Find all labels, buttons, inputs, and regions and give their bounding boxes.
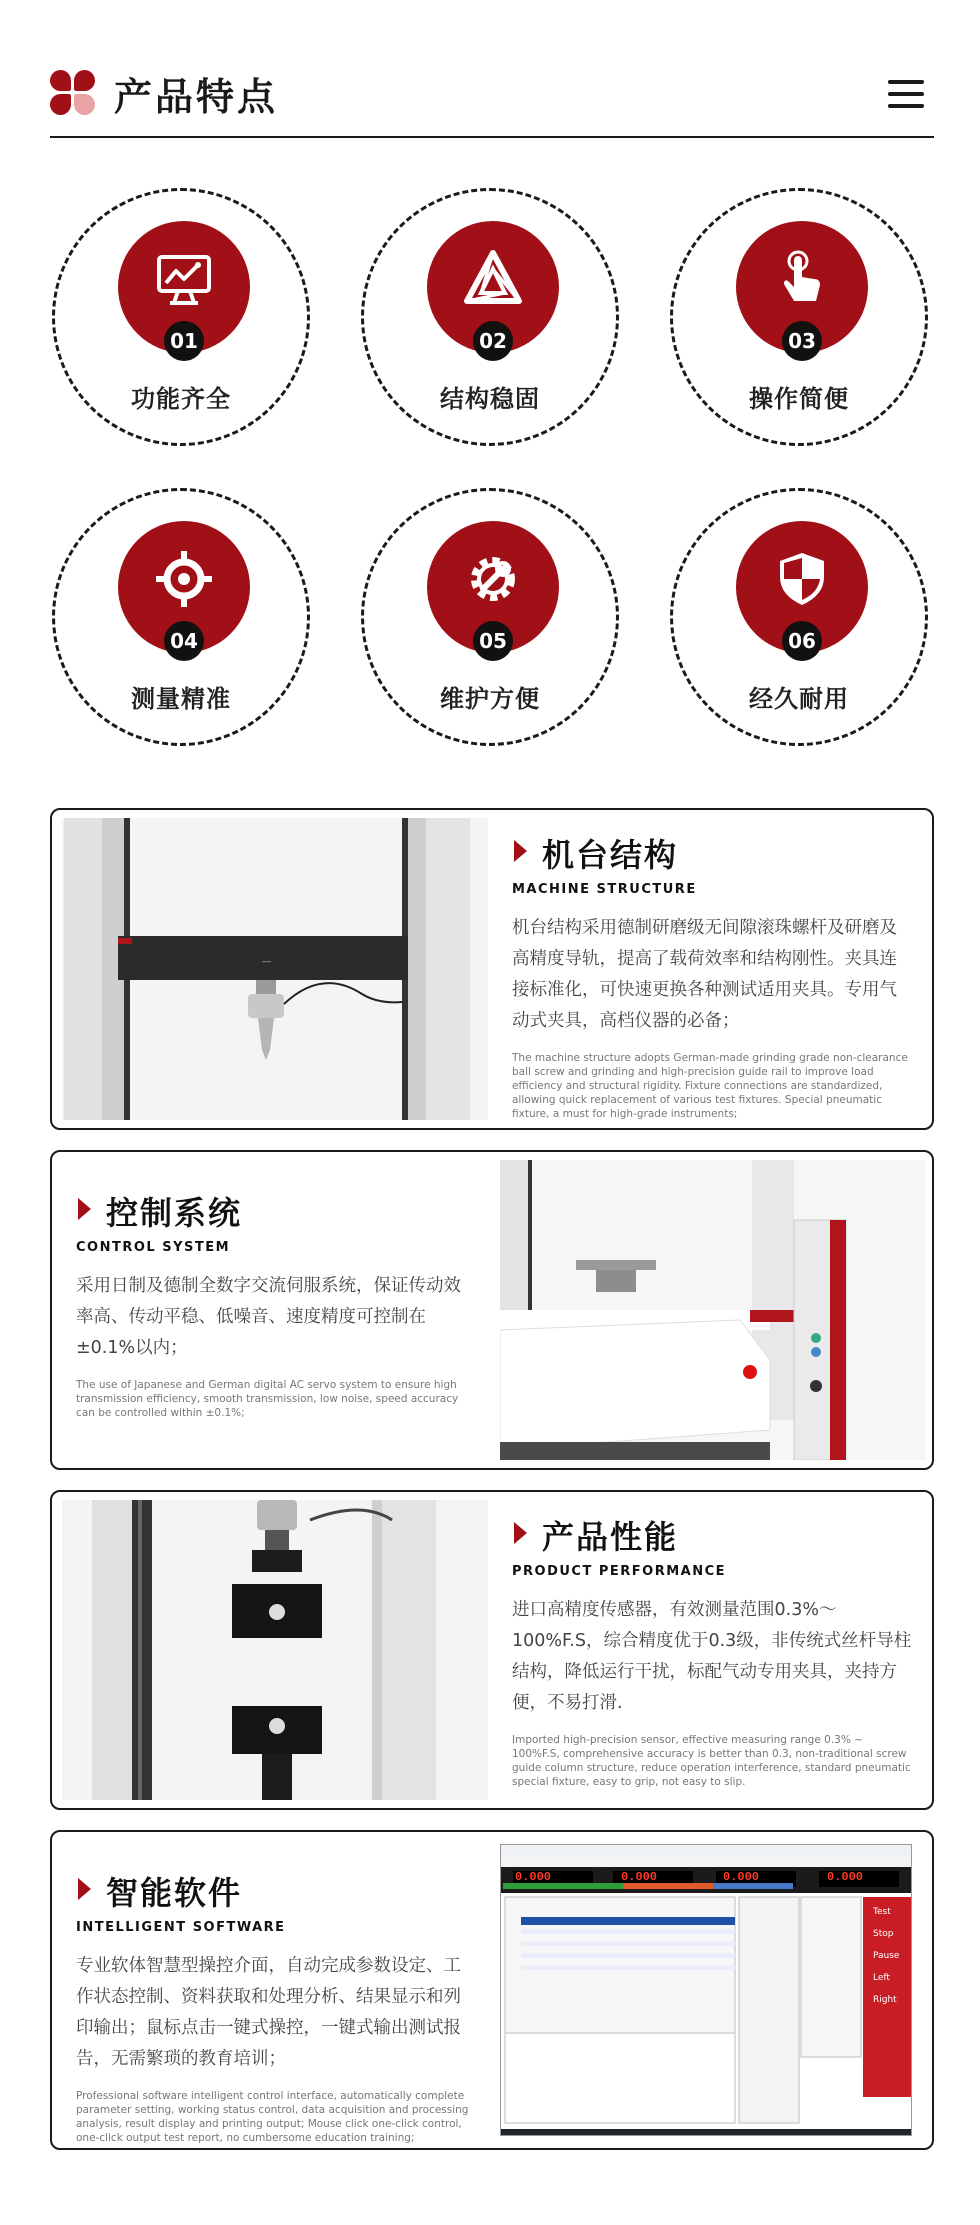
shield-icon [772, 549, 832, 609]
section-body-en: Imported high-precision sensor, effective measuring range 0.3% ~ 100%F.S, comprehensive accuracy is better than 0.3, non-traditional screw guide column structure, reduce operation interference, standard pneumatic special fixture, easy to grip, not easy to slip. [512, 1734, 911, 1788]
page-header [50, 58, 934, 138]
section-body-zh: 采用日制及德制全数字交流伺服系统，保证传动效率高、传动平稳、低噪音、速度精度可控制在±0.1%以内； [76, 1276, 461, 1358]
displacement-readout: 0.000 [723, 1870, 760, 1884]
product-performance-photo [62, 1500, 488, 1800]
feature-label: 维护方便 [440, 685, 540, 713]
force-readout: 0.000 [621, 1870, 658, 1884]
feature-label: 结构稳固 [440, 385, 540, 413]
svg-text:—: — [262, 956, 271, 966]
target-icon [154, 549, 214, 609]
feature-number: 04 [164, 621, 204, 661]
section-body-zh: 进口高精度传感器，有效测量范围0.3%～100%F.S，综合精度优于0.3级，非传统式丝杆导柱结构，降低运行干扰，标配气动专用夹具，夹持方便，不易打滑. [512, 1600, 912, 1713]
right-button[interactable]: Right [873, 1995, 897, 2005]
feature-label: 操作简便 [749, 385, 849, 413]
feature-label: 功能齐全 [131, 385, 231, 413]
feature-number: 06 [782, 621, 822, 661]
feature-label: 经久耐用 [749, 685, 849, 713]
control-system-photo [500, 1160, 926, 1460]
section-body-en: Professional software intelligent control interface, automatically complete parameter setting, working status control, data acquisition and processing analysis, result display and printing output; Mouse click one-click control, one-click output test report, no cumbersome education training; [76, 2090, 469, 2144]
feature-item [670, 488, 928, 746]
section-body-en: The use of Japanese and German digital AC servo system to ensure high transmission efficiency, smooth transmission, low noise, speed accuracy can be controlled within ±0.1%; [76, 1379, 459, 1419]
triangle-structure-icon [463, 249, 523, 309]
feature-item [52, 188, 310, 446]
feature-number: 03 [782, 321, 822, 361]
section-card-product-performance [50, 1490, 934, 1810]
feature-item [361, 488, 619, 746]
feature-number: 05 [473, 621, 513, 661]
gear-wrench-icon [463, 549, 523, 609]
section-card-control-system [50, 1150, 934, 1470]
test-button[interactable]: Test [873, 1907, 891, 1917]
left-button[interactable]: Left [873, 1973, 890, 1983]
hamburger-menu-icon[interactable] [888, 80, 924, 108]
section-title: 产品性能 [512, 1512, 912, 1558]
page-title: 产品特点 [114, 75, 279, 119]
feature-item [670, 188, 928, 446]
section-body-en: The machine structure adopts German-made grinding grade non-clearance ball screw and grinding and high-precision guide rail to improve load efficiency and structural rigidity. Fixture connections are standardized, allowing quick replacement of various test fixtures. Special pneumatic fixture, a must for high-grade instruments; [512, 1052, 908, 1120]
stop-button[interactable]: Stop [873, 1929, 894, 1939]
machine-structure-photo [62, 818, 488, 1120]
section-body-zh: 机台结构采用德制研磨级无间隙滚珠螺杆及研磨及高精度导轨，提高了载荷效率和结构刚性。夹具连接标准化，可快速更换各种测试适用夹具。专用气动式夹具，高档仪器的必备； [512, 918, 897, 1031]
section-subtitle: PRODUCT PERFORMANCE [512, 1564, 727, 1579]
pause-button[interactable]: Pause [873, 1951, 900, 1961]
time-readout: 0.000 [827, 1870, 864, 1884]
feature-item [361, 188, 619, 446]
section-title: 智能软件 [76, 1868, 476, 1914]
speed-readout: 0.000 [515, 1870, 552, 1884]
feature-number: 02 [473, 321, 513, 361]
section-title: 控制系统 [76, 1188, 476, 1234]
section-subtitle: MACHINE STRUCTURE [512, 882, 697, 897]
software-screenshot [500, 1844, 912, 2136]
section-card-machine-structure [50, 808, 934, 1130]
touch-hand-icon [772, 249, 832, 309]
brand-logo [50, 70, 96, 116]
section-body-zh: 专业软体智慧型操控介面，自动完成参数设定、工作状态控制、资料获取和处理分析、结果显示和列印输出；鼠标点击一键式操控，一键式输出测试报告，无需繁琐的教育培训； [76, 1956, 461, 2069]
feature-label: 测量精准 [131, 685, 231, 713]
feature-number: 01 [164, 321, 204, 361]
feature-item [52, 488, 310, 746]
monitor-chart-icon [154, 249, 214, 309]
section-subtitle: CONTROL SYSTEM [76, 1240, 231, 1255]
section-title: 机台结构 [512, 830, 912, 876]
section-card-intelligent-software [50, 1830, 934, 2150]
section-subtitle: INTELLIGENT SOFTWARE [76, 1920, 286, 1935]
